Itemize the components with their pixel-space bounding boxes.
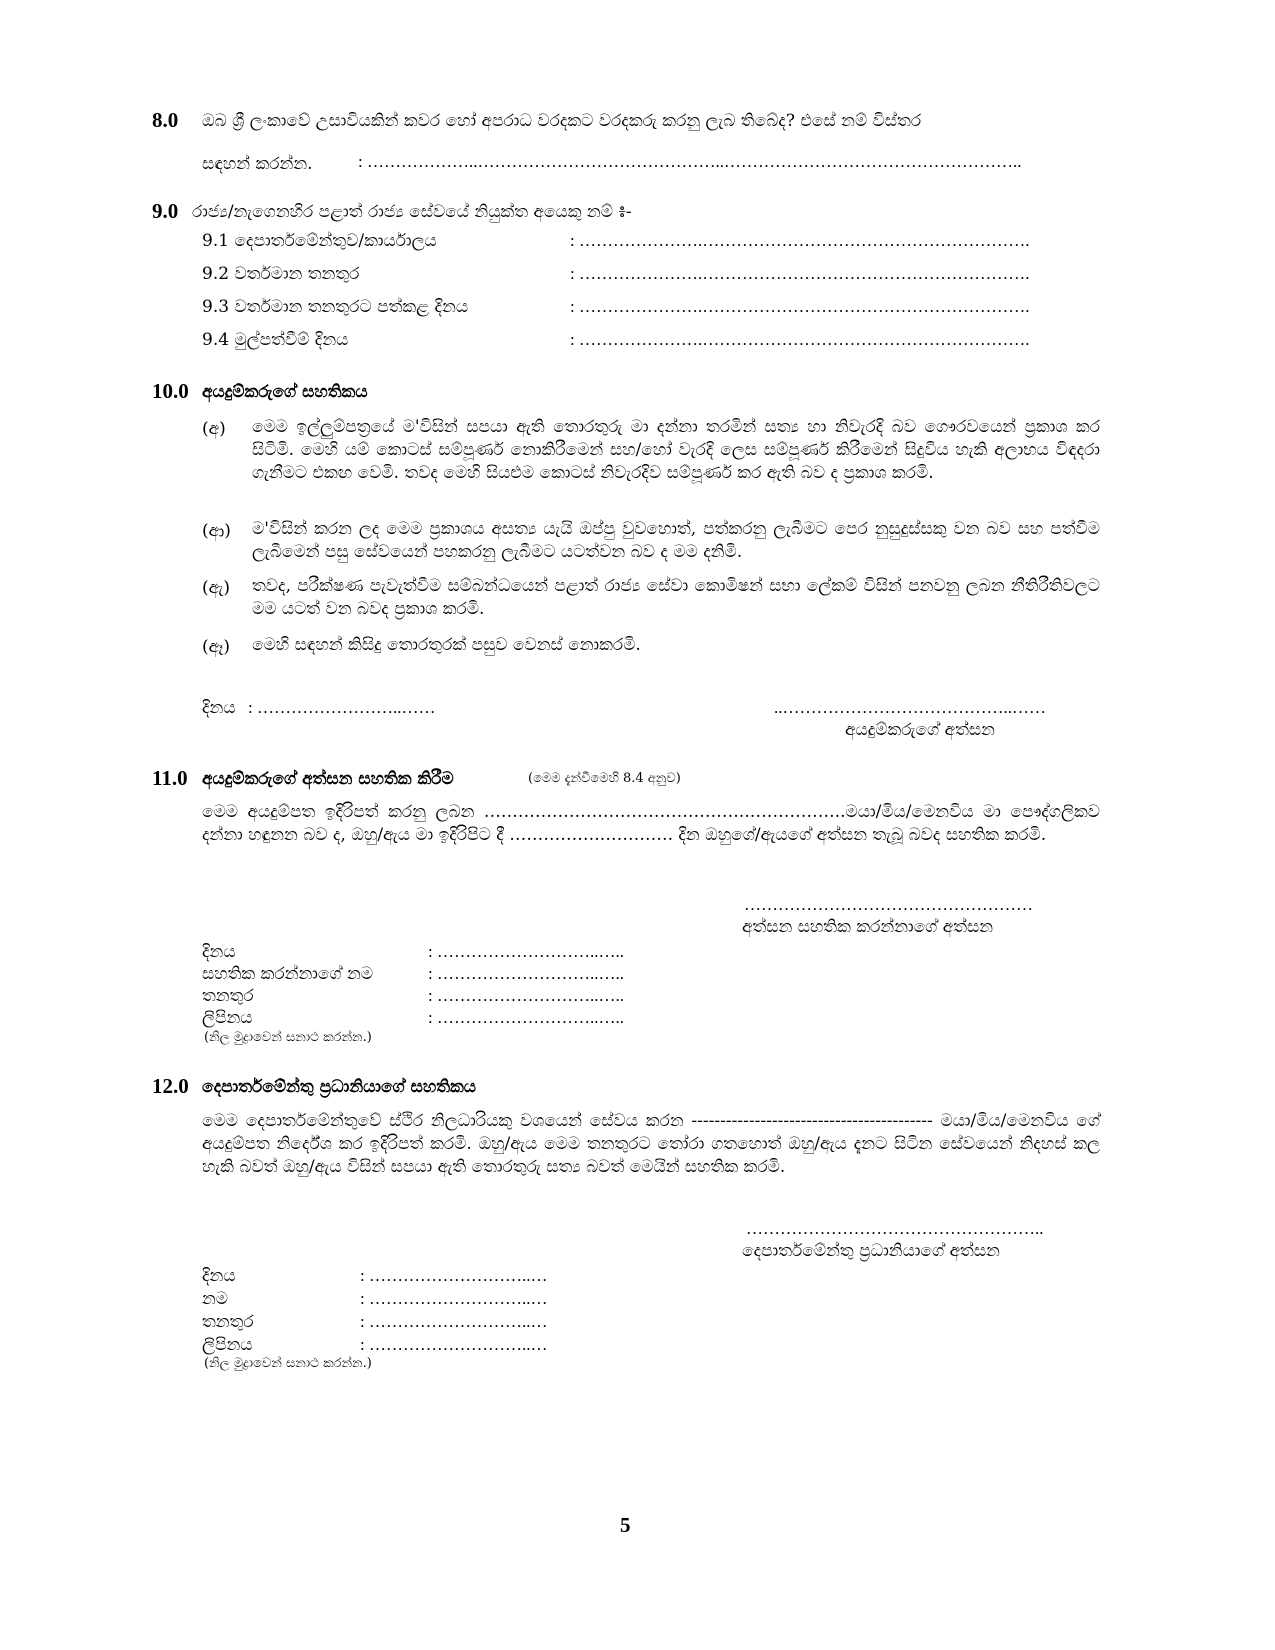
- section-9-number: 9.0: [152, 199, 179, 223]
- applicant-date-line: : ……………………..……: [248, 698, 436, 717]
- declaration-mark-a: (අ): [202, 419, 226, 439]
- field-line-current-post: : ………………….………………………………………………….: [570, 264, 1030, 283]
- section-12-number: 12.0: [152, 1074, 189, 1098]
- section-8-question: ඔබ ශ්‍රී ලංකාවේ උසාවියකින් කවර හෝ අපරාධ වරදකට වරදකරු කරනු ලැබ තිබේද? එසේ නම් විස්තර: [202, 111, 922, 131]
- section-11-heading: අයදුම්කරුගේ අත්සන සහතික කිරීම: [202, 769, 454, 789]
- head-date-line: : ………………………..…: [360, 1266, 548, 1285]
- certifier-post-line: : ………………………..…..: [428, 986, 624, 1005]
- section-10-heading: අයදුම්කරුගේ සහතිකය: [202, 382, 368, 402]
- section-11-paragraph: මෙම අයදුම්පත ඉදිරිපත් කරනු ලබන ………………………………………..……………..මයා/මිය/මෙනවිය මා පෞද්ගලිකව දන්නා හඳුනන බව ද, ඔහු/ඇය මා ඉදිරිපිට දී …………….…………. දින ඔහුගේ/ඇයගේ අත්සන තැබූ බවද සහතික කරමි.: [202, 802, 1100, 845]
- applicant-date-label: දිනය: [202, 698, 236, 718]
- declaration-text-ae: තවද, පරීක්ෂණ පැවැත්වීම සම්බන්ධයෙන් පළාත් රාජ්‍ය සේවා කොමිෂන් සභා ලේකම් විසින් පනවනු ලබන නීතිරීතිවලට මම යටත් වන බවද ප්‍රකාශ කරමි.: [252, 576, 1100, 619]
- section-8-number: 8.0: [152, 108, 179, 132]
- head-signature-line: ……………………………………………..: [746, 1219, 1044, 1238]
- page-number: 5: [620, 1513, 631, 1537]
- certifier-name-line: : ………………………..…..: [428, 964, 624, 983]
- applicant-signature-caption: අයදුම්කරුගේ අත්සන: [845, 720, 995, 740]
- field-line-first-appointment-date: : ………………….………………………………………………….: [570, 330, 1030, 349]
- certifier-name-label: සහතික කරන්නාගේ නම: [202, 964, 374, 984]
- certifier-seal-note: (නිල මුද්‍රාවෙන් සනාථ කරන්න.): [204, 1030, 372, 1045]
- certifier-date-label: දිනය: [202, 942, 236, 962]
- head-post-label: තනතුර: [202, 1312, 254, 1332]
- section-12-paragraph: මෙම දෙපාර්තමේන්තුවේ ස්ථිර නිලධාරියකු වශයෙන් සේවය කරන ------------------------------------------ මයා/මිය/මෙනවිය ගේ අයදුම්පත නිර්දේශ කර ඉදිරිපත් කරමි. ඔහු/ඇය මෙම තනතුරට තෝරා ගතහොත් ඔහු/ඇය දැනට සිටින සේවයෙන් නිදහස් කල හැකි බවත් ඔහු/ඇය විසින් සපයා ඇති තොරතුරු සත්‍ය බවත් මෙයින් සහතික කරමි.: [202, 1111, 1100, 1177]
- head-address-line: : ………………………..…: [360, 1335, 548, 1354]
- certifier-address-label: ලිපිනය: [202, 1008, 253, 1028]
- certifier-post-label: තනතුර: [202, 986, 254, 1006]
- section-10-number: 10.0: [152, 379, 189, 403]
- head-name-line: : ………………………..…: [360, 1289, 548, 1308]
- field-line-appointment-date: : ………………….………………………………………………….: [570, 297, 1030, 316]
- declaration-text-aa: ම'විසින් කරන ලද මෙම ප්‍රකාශය අසත්‍ය යැයි ඔප්පු වුවහොත්, පත්කරනු ලැබීමට පෙර නුසුදුස්සකු වන බව සහ පත්වීම ලැබීමෙන් පසු සේවයෙන් පහකරනු ලැබීමට යටත්වන බව ද මම දනිමි.: [252, 519, 1100, 562]
- declaration-text-a: මෙම ඉල්ලුම්පත්‍රයේ ම'විසින් සපයා ඇති තොරතුරු මා දන්නා තරමින් සත්‍ය හා නිවැරදි බව ගෞරවයෙන් ප්‍රකාශ කර සිටිමි. මෙහි යම් කොටස් සම්පූර්ණ නොකිරීමෙන් සහ/හෝ වැරදි ලෙස සම්පූර්ණ කිරීමෙන් සිදුවිය හැකි අලාභය විඳදරා ගැනීමට එකඟ වෙමි. තවද මෙහි සියළුම කොටස් නිවැරදිව සම්පූර්ණ කර ඇති බව ද ප්‍රකාශ කරමි.: [252, 417, 1100, 483]
- head-signature-caption: දෙපාර්තමේන්තු ප්‍රධානියාගේ අත්සන: [742, 1241, 1000, 1261]
- field-label-current-post: 9.2 වර්තමාන තනතුර: [202, 264, 360, 284]
- declaration-mark-aee: (ඈ): [202, 637, 231, 657]
- section-12-heading: දෙපාර්තමේන්තු ප්‍රධානියාගේ සහතිකය: [202, 1077, 477, 1097]
- section-11-heading-note: (මෙම දැන්වීමෙහි 8.4 අනුව): [528, 771, 681, 786]
- declaration-mark-aa: (ආ): [202, 521, 231, 541]
- field-label-department: 9.1 දෙපාර්තමේන්තුව/කාර්යාලය: [202, 231, 437, 251]
- applicant-signature-line: ..…………………………………..……: [774, 698, 1046, 717]
- section-8-answer-line: : ………………..……………………………………..……………………………………………..: [358, 152, 1022, 171]
- head-name-label: නම: [202, 1289, 229, 1309]
- section-11-number: 11.0: [152, 766, 188, 790]
- certifier-address-line: : ………………………..…..: [428, 1008, 624, 1027]
- field-line-department: : ………………….………………………………………………….: [570, 231, 1030, 250]
- head-address-label: ලිපිනය: [202, 1335, 253, 1355]
- head-post-line: : ………………………..…: [360, 1312, 548, 1331]
- head-date-label: දිනය: [202, 1266, 236, 1286]
- head-seal-note: (නිල මුද්‍රාවෙන් සනාථ කරන්න.): [204, 1356, 372, 1371]
- certifier-signature-line: ……………………………………………: [744, 895, 1033, 914]
- certifier-date-line: : ………………………..…..: [428, 942, 624, 961]
- section-8-label: සඳහන් කරන්න.: [202, 154, 313, 174]
- section-9-heading: රාජ්‍ය/නැගෙනහිර පළාත් රාජ්‍ය සේවයේ නියුක්ත අයෙකු නම් ៖-: [192, 202, 632, 222]
- declaration-text-aee: මෙහි සඳහන් කිසිදු තොරතුරක් පසුව වෙනස් නොකරමි.: [252, 635, 641, 655]
- certifier-signature-caption: අත්සන සහතික කරන්නාගේ අත්සන: [742, 917, 994, 937]
- field-label-appointment-date: 9.3 වර්තමාන තනතුරට පත්කළ දිනය: [202, 297, 469, 317]
- field-label-first-appointment-date: 9.4 මුල්පත්වීම් දිනය: [202, 330, 349, 350]
- declaration-mark-ae: (ඇ): [202, 578, 231, 598]
